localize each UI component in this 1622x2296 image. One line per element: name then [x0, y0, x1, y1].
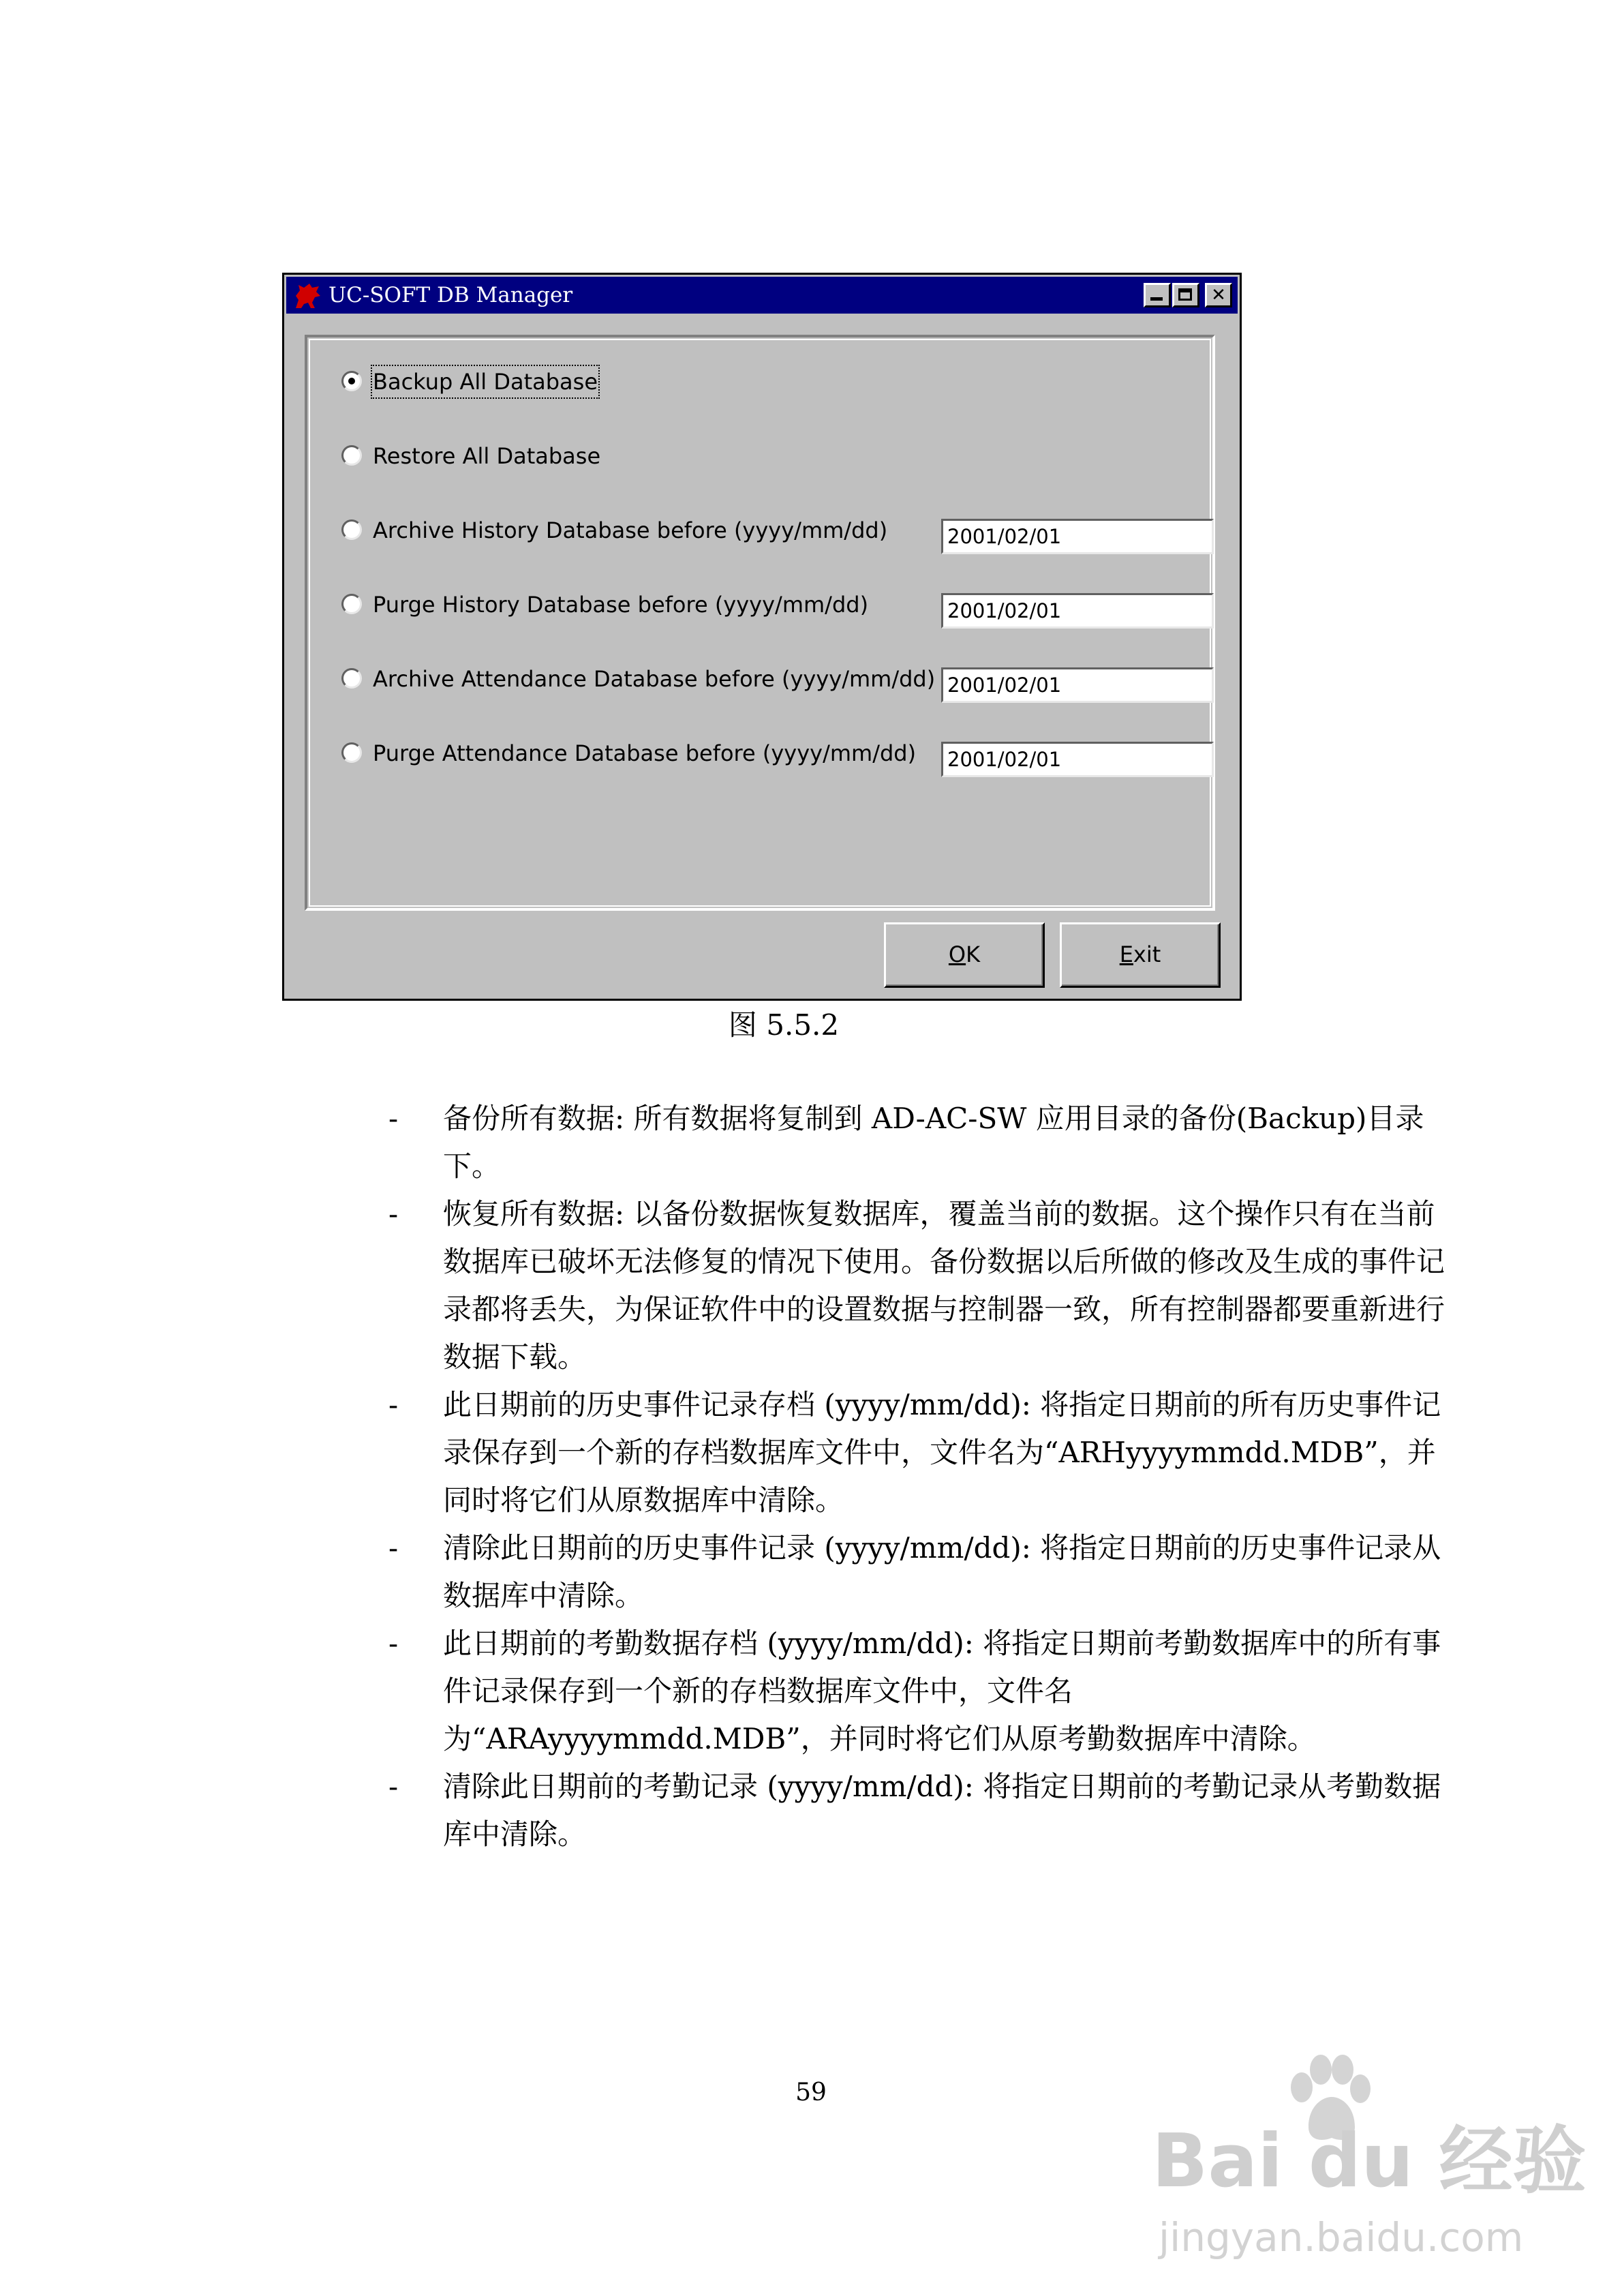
- purge-attendance-date-input[interactable]: 2001/02/01: [941, 742, 1214, 777]
- list-dash: -: [388, 1197, 399, 1230]
- exit-label-rest: xit: [1133, 941, 1161, 967]
- list-item: [388, 1763, 1452, 1858]
- item-term: 清除此日期前的考勤记录: [443, 1770, 759, 1803]
- page-number: 59: [795, 2079, 827, 2106]
- option-label: Archive Attendance Database before (yyyy/mm/dd): [373, 666, 936, 692]
- item-text: : 以备份数据恢复数据库，覆盖当前的数据。这个操作只有在当前数据库已破坏无法修复的情况下使用。备份数据以后所做的修改及生成的事件记录都将丢失，为保证软件中的设置数据与控制器一致，所有控制器都要重新进行数据下载。: [443, 1197, 1445, 1374]
- item-term: 此日期前的历史事件记录存档: [443, 1388, 816, 1421]
- watermark-url: jingyan.baidu.com: [1159, 2214, 1524, 2261]
- exit-button[interactable]: [1060, 922, 1221, 988]
- list-item: [388, 1190, 1452, 1381]
- archive-history-date-input[interactable]: 2001/02/01: [941, 519, 1214, 554]
- item-term: 此日期前的考勤数据存档: [443, 1627, 759, 1660]
- archive-attendance-date-input[interactable]: 2001/02/01: [941, 667, 1214, 703]
- list-dash: -: [388, 1770, 399, 1803]
- radio-backup-all[interactable]: [341, 371, 362, 391]
- item-text: (yyyy/mm/dd): 将指定日期前的考勤记录从考勤数据库中清除。: [443, 1770, 1441, 1851]
- list-dash: -: [388, 1627, 399, 1660]
- list-dash: -: [388, 1531, 399, 1565]
- watermark-brand: Bai du 经验: [1152, 2119, 1587, 2204]
- option-label: Backup All Database: [373, 367, 598, 397]
- list-item: [388, 1524, 1452, 1620]
- item-text: (yyyy/mm/dd): 将指定日期前的所有历史事件记录保存到一个新的存档数据库文件中，文件名为“ARHyyyymmdd.MDB”，并同时将它们从原数据库中清除。: [443, 1388, 1441, 1517]
- db-manager-dialog: [282, 273, 1242, 1001]
- ok-mnemonic: O: [948, 941, 966, 967]
- radio-purge-history[interactable]: [341, 594, 362, 614]
- minimize-icon: [1150, 297, 1163, 301]
- description-list: [388, 1095, 1452, 1858]
- item-term: 清除此日期前的历史事件记录: [443, 1531, 816, 1565]
- option-label: Restore All Database: [373, 443, 601, 469]
- list-item: [388, 1095, 1452, 1190]
- option-label: Purge Attendance Database before (yyyy/mm/dd): [373, 740, 917, 766]
- window-title: UC-SOFT DB Manager: [328, 283, 573, 307]
- maximize-icon: [1178, 288, 1192, 301]
- radio-archive-attendance[interactable]: [341, 668, 362, 689]
- item-term: 备份所有数据: [443, 1102, 615, 1135]
- minimize-button[interactable]: [1144, 283, 1171, 307]
- item-term: 恢复所有数据: [443, 1197, 615, 1230]
- option-label: Archive History Database before (yyyy/mm/dd): [373, 517, 888, 543]
- radio-restore-all[interactable]: [341, 445, 362, 466]
- item-text: (yyyy/mm/dd): 将指定日期前的历史事件记录从数据库中清除。: [443, 1531, 1441, 1612]
- radio-archive-history[interactable]: [341, 519, 362, 540]
- ok-label-rest: K: [966, 941, 981, 967]
- item-text: : 所有数据将复制到 AD-AC-SW 应用目录的备份(Backup)目录下。: [443, 1102, 1424, 1183]
- radio-purge-attendance[interactable]: [341, 742, 362, 763]
- list-dash: -: [388, 1102, 399, 1135]
- item-text: (yyyy/mm/dd): 将指定日期前考勤数据库中的所有事件记录保存到一个新的存档数据库文件中，文件名为“ARAyyyymmdd.MDB”，并同时将它们从原考勤数据库中清除。: [443, 1627, 1441, 1755]
- ok-button[interactable]: [884, 922, 1045, 988]
- title-bar[interactable]: [286, 277, 1238, 314]
- option-label: Purge History Database before (yyyy/mm/dd): [373, 592, 869, 618]
- horse-logo-icon: [292, 281, 323, 311]
- exit-mnemonic: E: [1119, 941, 1133, 967]
- list-item: [388, 1620, 1452, 1763]
- purge-history-date-input[interactable]: 2001/02/01: [941, 593, 1214, 629]
- list-dash: -: [388, 1388, 399, 1421]
- figure-caption: 图 5.5.2: [728, 1008, 840, 1042]
- options-group: [305, 335, 1215, 911]
- baidu-watermark: [1152, 2052, 1588, 2277]
- close-button[interactable]: [1205, 283, 1232, 307]
- maximize-button[interactable]: [1172, 283, 1199, 307]
- close-icon: ✕: [1211, 285, 1226, 305]
- list-item: [388, 1381, 1452, 1524]
